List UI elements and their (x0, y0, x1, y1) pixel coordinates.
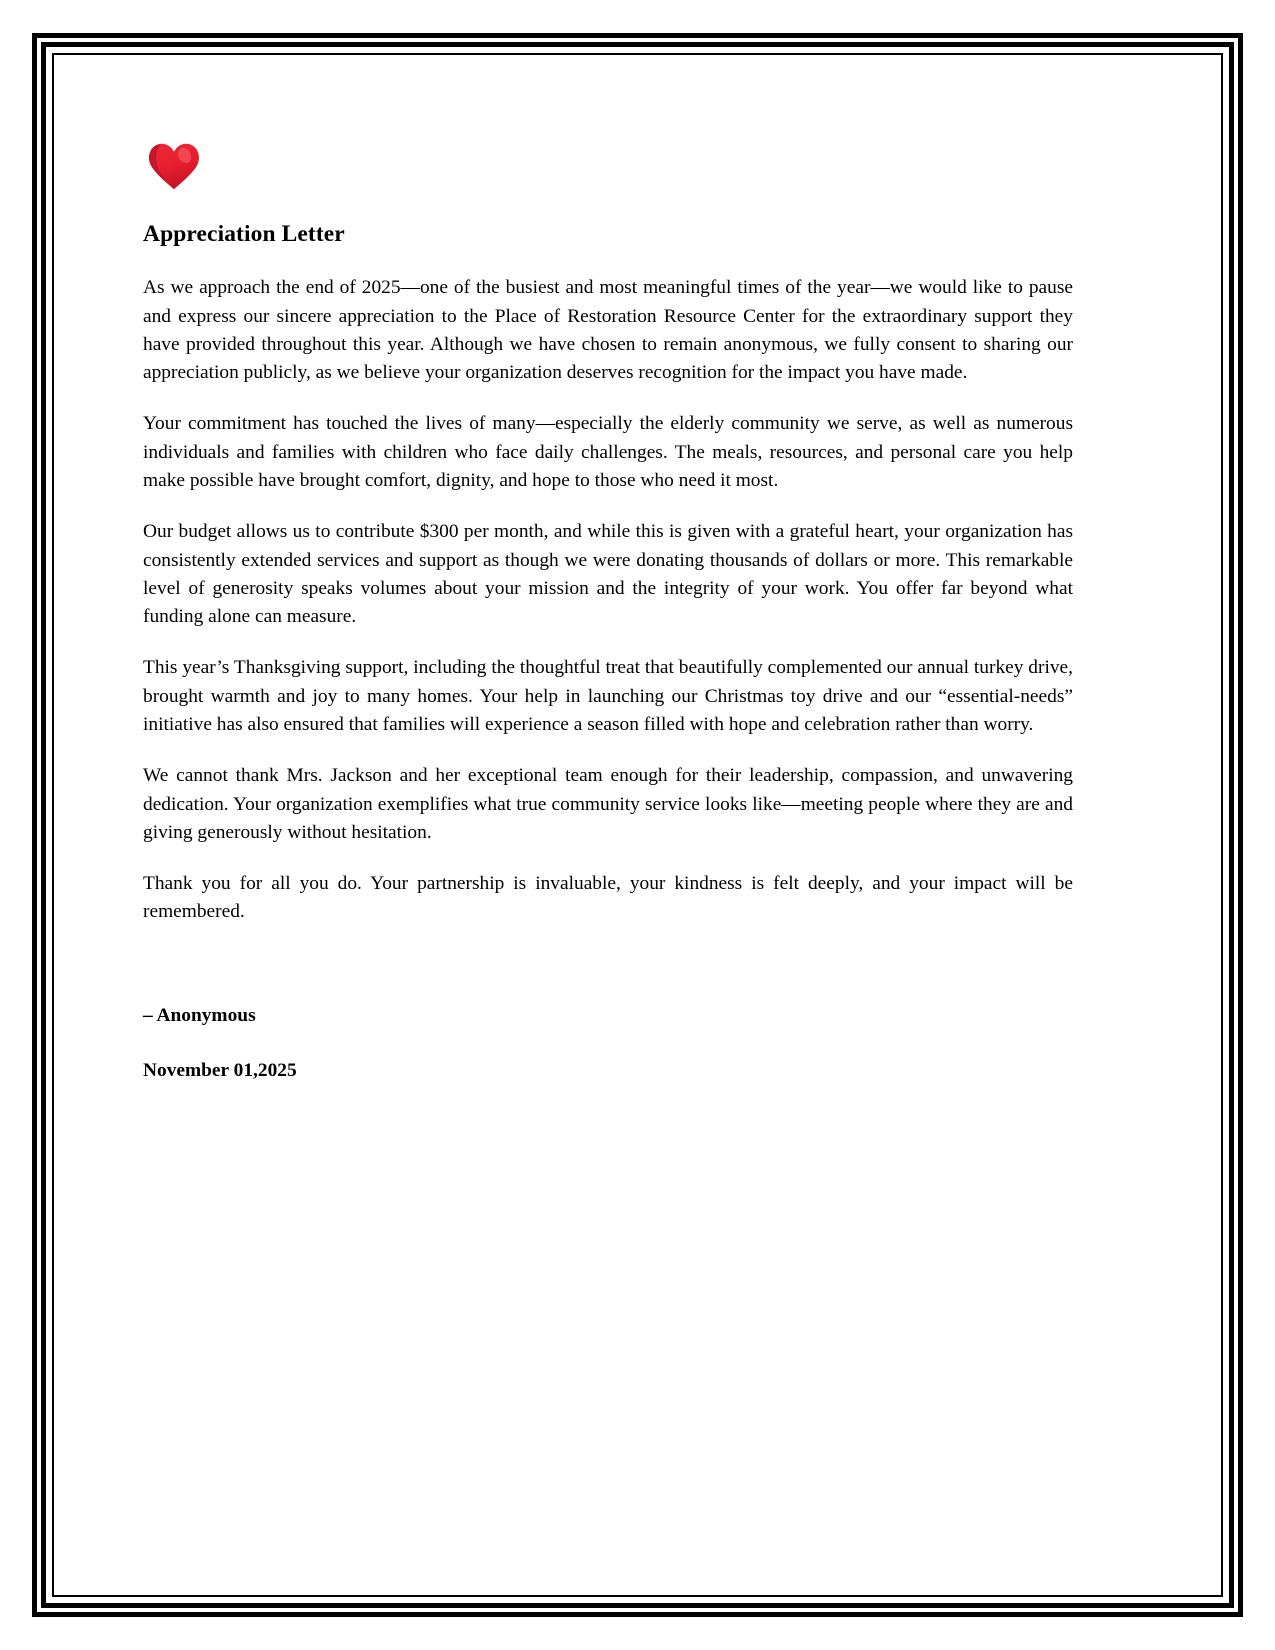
letter-paragraph-4: This year’s Thanksgiving support, including the thoughtful treat that beautifully complemented our annual turkey drive, brought warmth and joy to many homes. Your help in launching our Christmas toy drive and our “essential-needs” initiative has also ensured that families will experience a season filled with hope and celebration rather than worry. (143, 657, 1073, 736)
letter-paragraph-1: As we approach the end of 2025—one of the busiest and most meaningful times of the year—we would like to pause and express our sincere appreciation to the Place of Restoration Resource Center for the extraordinary support they have provided throughout this year. Although we have chosen to remain anonymous, we fully consent to sharing our appreciation publicly, as we believe your organization deserves recognition for the impact you have made. (143, 277, 1073, 384)
signature-name: – Anonymous (143, 1004, 256, 1026)
letter-paragraph-2: Your commitment has touched the lives of many—especially the elderly community we serve, as well as numerous individuals and families with children who face daily challenges. The meals, resources, and personal care you help make possible have brought comfort, dignity, and hope to those who need it most. (143, 413, 1073, 492)
letter-paragraph-6: Thank you for all you do. Your partnership is invaluable, your kindness is felt deeply, and your impact will be remembered. (143, 872, 1073, 923)
red-heart-icon (147, 140, 201, 192)
letter-paragraph-3: Our budget allows us to contribute $300 per month, and while this is given with a grateful heart, your organization has consistently extended services and support as though we were donating thousands of dollars or more. This remarkable level of generosity speaks volumes about your mission and the integrity of your work. You offer far beyond what funding alone can measure. (143, 521, 1073, 628)
signature-block (143, 1002, 1073, 1086)
letter-paragraph-5: We cannot thank Mrs. Jackson and her exceptional team enough for their leadership, compassion, and unwavering dedication. Your organization exemplifies what true community service looks like—meeting people where they are and giving generously without hesitation. (143, 765, 1073, 843)
letter-content (143, 140, 1073, 1086)
page-title: Appreciation Letter (143, 221, 345, 247)
signature-date: November 01,2025 (143, 1060, 297, 1082)
